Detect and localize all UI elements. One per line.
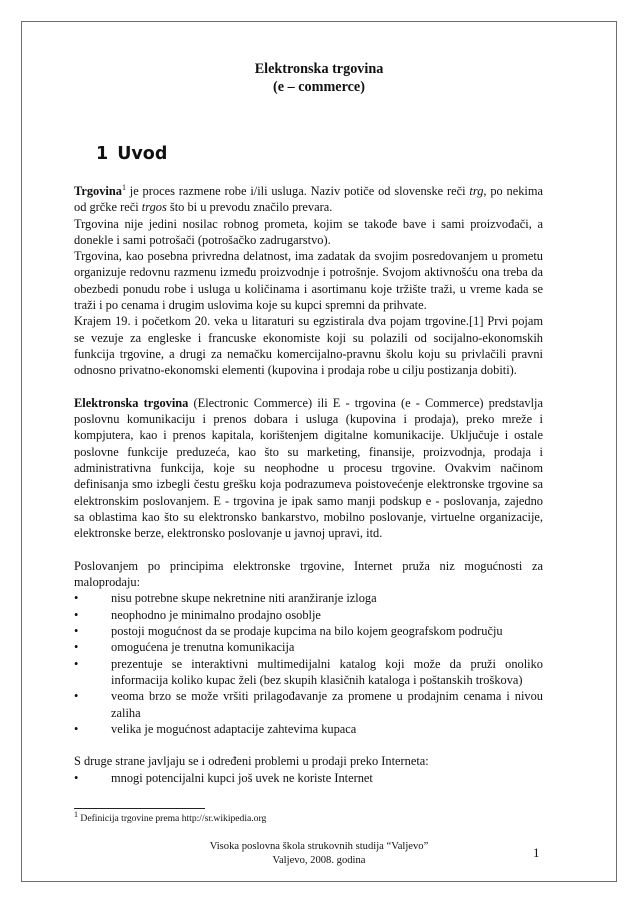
list-item (74, 688, 543, 721)
list-item-text: neophodno je minimalno prodajno osoblje (111, 607, 321, 622)
footnote-divider (74, 808, 205, 809)
bullet-list-problems (74, 770, 543, 786)
paragraph-promet: Trgovina nije jedini nosilac robnog prometa, kojim se takođe bave i sami proizvođači, a donekle i sami potrošači (potrošačko zadrugarstvo). (74, 216, 543, 247)
page-number: 1 (533, 845, 540, 860)
list-item (74, 607, 543, 623)
paragraph-istorija: Krajem 19. i početkom 20. veka u litaraturi su egzistirala dva pojam trgovine.[1] Prvi pojam se vezuje za engleske i francuske ekonomiste koji su polazili od socijalno-ekonomskih funkcija trgovine, a drugi za nemačku komercijalno-pravnu školu koju su privlačili pravni odnosno privatno-ekonomski elementi (kupovina i prodaja robe u cilju postizanja dobiti). (74, 314, 543, 378)
footnote-number: 1 (74, 809, 78, 819)
list-item-text: mnogi potencijalni kupci još uvek ne koriste Internet (111, 770, 373, 785)
bullet-icon: • (74, 607, 79, 622)
list-item-text: postoji mogućnost da se prodaje kupcima na bilo kojem geografskom području (111, 624, 503, 639)
section-number: 1 (96, 144, 109, 164)
list-item-text: velika je mogućnost adaptacije zahtevima kupaca (111, 721, 357, 736)
list-item (74, 770, 543, 786)
bullet-icon: • (74, 640, 79, 655)
list-item (74, 656, 543, 689)
footnote (74, 809, 267, 825)
bullet-icon: • (74, 689, 79, 704)
list-item (74, 590, 543, 606)
paragraph-text: , po nekima od grčke reči (74, 184, 544, 215)
paragraph-problemi: S druge strane javljaju se i određeni problemi u prodaji preko Interneta: (74, 754, 429, 769)
section-heading (96, 144, 167, 164)
section-title: Uvod (117, 144, 168, 164)
paragraph-text: (Electronic Commerce) ili E - trgovina (e - Commerce) predstavlja poslovnu komunikaciju i prenos dobara i usluga (kupovina i prodaja), preko mreže i kompjutera, kao i prenos kapitala, korištenjem digitalne komunikacije. Uključuje i ostale poslovne funkcije preduzeća, kao što su marketing, finansije, proizvodnja, prodaja i administrativna funkcija, koje su neophodne u procesu trgovine. Ovakvim načinom definisanja smo izbegli čestu grešku koja podrazumeva poistovećenje elektronske trgovine sa elektronskim poslovanjem. E - trgovina je ipak samo manji podskup e - poslovanja, zajedno sa oblastima kao što su elektronsko bankarstvo, mobilno poslovanje, virtuelne organizacije, elektronske berze, elektronsko poslovanje u javnoj upravi, itd. (74, 395, 543, 541)
paragraph-trgovina-definition (74, 183, 543, 216)
term-trgos: trgos (141, 200, 167, 215)
footnote-text: Definicija trgovine prema http://sr.wikipedia.org (78, 813, 267, 824)
bullet-icon: • (74, 656, 79, 671)
footer-location-year: Valjevo, 2008. godina (272, 855, 366, 866)
document-body (74, 183, 543, 786)
document-title (0, 60, 638, 96)
list-item-text: omogućena je trenutna komunikacija (111, 640, 295, 655)
paragraph-text: je proces razmene robe i/ili usluga. Naziv potiče od slovenske reči (125, 184, 470, 198)
list-item-text: nisu potrebne skupe nekretnine niti aranžiranje izloga (111, 591, 377, 606)
bullet-icon: • (74, 721, 79, 736)
list-item-text: prezentuje se interaktivni multimedijalni katalog koji može da pruži onoliko informacija koliko kupac želi (bez skupih klasičnih kataloga i poštanskih troškova) (111, 656, 543, 687)
list-item-text: veoma brzo se može vršiti prilagođavanje za promene u prodajnim cenama i nivou zaliha (111, 689, 543, 720)
title-line-2: (e – commerce) (273, 79, 365, 95)
bullet-icon: • (74, 770, 79, 785)
term-elektronska-trgovina: Elektronska trgovina (74, 395, 189, 410)
paragraph-mogucnosti: Poslovanjem po principima elektronske trgovine, Internet pruža niz mogućnosti za maloprodaju: (74, 558, 543, 590)
list-item (74, 639, 543, 655)
list-item (74, 623, 543, 639)
term-trgovina: Trgovina (74, 184, 122, 198)
footnote-ref: 1 (121, 182, 126, 192)
bullet-icon: • (74, 624, 79, 639)
paragraph-delatnost: Trgovina, kao posebna privredna delatnost, ima zadatak da svojim posredovanjem u prometu organizuje redovnu razmenu između proizvodnje i potrošnje. Svojom aktivnošću ona treba da obezbedi ponudu robe i usluga u količinama i asortimanu koje tržište traži, u vreme kada se traži i po cenama i drugim uslovima koje su kupci spremni da prihvate. (74, 249, 543, 313)
footer-school: Visoka poslovna škola strukovnih studija “Valjevo” (209, 841, 429, 852)
paragraph-text: što bi u prevodu značilo prevara. (166, 200, 333, 215)
bullet-list-advantages (74, 590, 543, 737)
title-line-1: Elektronska trgovina (254, 61, 384, 77)
page-footer (0, 840, 638, 868)
paragraph-e-trgovina (74, 395, 543, 542)
list-item (74, 721, 543, 737)
bullet-icon: • (74, 591, 79, 606)
term-trg: trg (469, 184, 484, 198)
